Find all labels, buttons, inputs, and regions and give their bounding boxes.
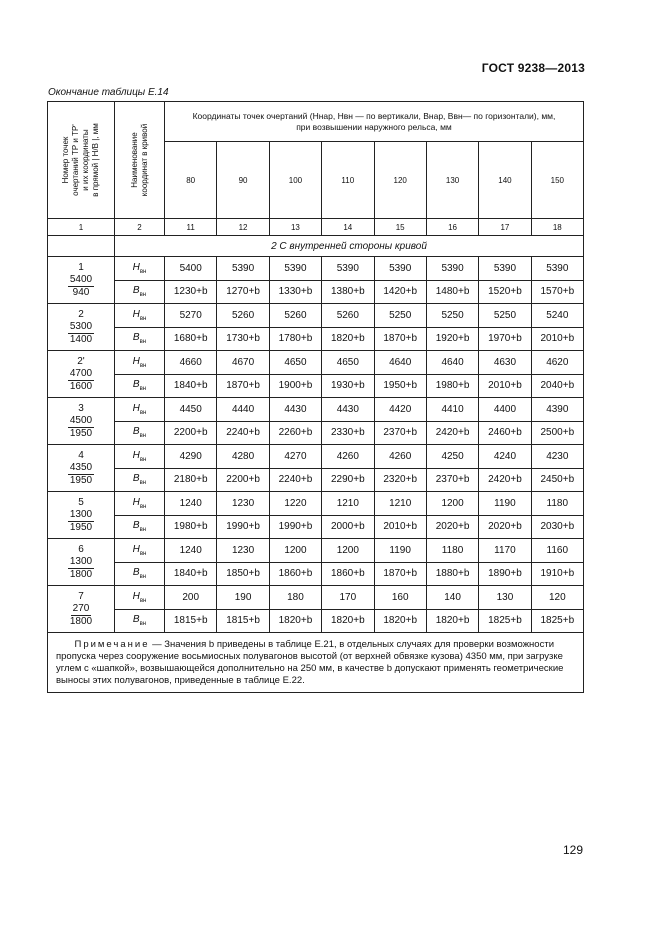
value-cell: 2240+b — [269, 468, 321, 492]
coord-subscript: вн — [139, 339, 147, 346]
value-cell: 1880+b — [426, 562, 478, 586]
head-col1-line: и их координаты — [81, 129, 90, 191]
value-cell: 1870+b — [374, 327, 426, 351]
value-cell: 4450 — [165, 398, 217, 422]
point-number: 6 — [78, 543, 84, 555]
value-cell: 1840+b — [165, 562, 217, 586]
coord-subscript: вн — [139, 362, 147, 369]
value-cell: 1180 — [531, 492, 583, 516]
value-cell: 1200 — [322, 539, 374, 563]
value-cell: 1825+b — [479, 609, 531, 633]
head-coordinates-group — [165, 102, 584, 142]
coord-symbol-b: $B_{вн}$ — [115, 374, 165, 398]
value-cell: 5250 — [479, 304, 531, 328]
column-number: 16 — [426, 219, 478, 236]
value-cell: 5260 — [322, 304, 374, 328]
value-cell: 1680+b — [165, 327, 217, 351]
value-cell: 1820+b — [322, 327, 374, 351]
value-cell: 2370+b — [374, 421, 426, 445]
value-cell: 4390 — [531, 398, 583, 422]
value-cell: 160 — [374, 586, 426, 610]
head-col2-line: координат в кривой — [139, 123, 149, 197]
value-cell: 1190 — [479, 492, 531, 516]
coord-symbol-h: $H_{вн}$ — [115, 539, 165, 563]
value-cell: 2330+b — [322, 421, 374, 445]
point-number: 3 — [78, 402, 84, 414]
point-height: 1300 — [69, 508, 93, 520]
value-cell: 4240 — [479, 445, 531, 469]
column-number: 17 — [479, 219, 531, 236]
coord-symbol-h: $H_{вн}$ — [115, 304, 165, 328]
value-cell: 5390 — [374, 257, 426, 281]
value-cell: 2370+b — [426, 468, 478, 492]
point-height: 4500 — [69, 414, 93, 426]
point-height: 270 — [72, 602, 90, 614]
point-height: 5400 — [69, 273, 93, 285]
value-cell: 2030+b — [531, 515, 583, 539]
point-width: 1800 — [69, 615, 93, 627]
value-cell: 180 — [269, 586, 321, 610]
value-cell: 1200 — [426, 492, 478, 516]
coord-subscript: вн — [139, 574, 147, 581]
point-width: 1950 — [69, 427, 93, 439]
value-cell: 2290+b — [322, 468, 374, 492]
value-cell: 2240+b — [217, 421, 269, 445]
standard-code: ГОСТ 9238—2013 — [481, 61, 585, 75]
note-lead: Примечание — [74, 639, 150, 650]
value-cell: 5250 — [374, 304, 426, 328]
point-label — [48, 539, 115, 586]
coord-symbol-b: $B_{вн}$ — [115, 327, 165, 351]
value-cell: 5240 — [531, 304, 583, 328]
point-number: 2 — [78, 308, 84, 320]
value-cell: 4430 — [269, 398, 321, 422]
value-cell: 1230 — [217, 539, 269, 563]
point-width: 940 — [72, 286, 90, 298]
value-cell: 5390 — [322, 257, 374, 281]
value-cell: 1930+b — [322, 374, 374, 398]
point-width: 1400 — [69, 333, 93, 345]
value-cell: 1160 — [531, 539, 583, 563]
coord-symbol-b: $B_{вн}$ — [115, 562, 165, 586]
coord-symbol-h: $H_{вн}$ — [115, 492, 165, 516]
value-cell: 5390 — [426, 257, 478, 281]
coord-subscript: вн — [139, 456, 147, 463]
value-cell: 1520+b — [479, 280, 531, 304]
head-col1-line: очертаний ТР и ТР' — [71, 124, 80, 196]
coord-subscript: вн — [139, 433, 147, 440]
elevation-header: 150 — [531, 142, 583, 219]
value-cell: 1240 — [165, 539, 217, 563]
value-cell: 1170 — [479, 539, 531, 563]
value-cell: 1730+b — [217, 327, 269, 351]
value-cell: 4670 — [217, 351, 269, 375]
value-cell: 1815+b — [217, 609, 269, 633]
value-cell: 140 — [426, 586, 478, 610]
value-cell: 4290 — [165, 445, 217, 469]
value-cell: 4400 — [479, 398, 531, 422]
coord-subscript: вн — [139, 527, 147, 534]
value-cell: 1980+b — [165, 515, 217, 539]
value-cell: 1910+b — [531, 562, 583, 586]
point-label — [48, 304, 115, 351]
elevation-header: 140 — [479, 142, 531, 219]
page-number: 129 — [562, 843, 583, 857]
value-cell: 1860+b — [269, 562, 321, 586]
point-height: 1300 — [69, 555, 93, 567]
value-cell: 2420+b — [479, 468, 531, 492]
coordinates-table — [47, 101, 584, 693]
column-number: 18 — [531, 219, 583, 236]
point-width: 1950 — [69, 474, 93, 486]
head-coordinate-name-column — [115, 102, 165, 219]
value-cell: 4410 — [426, 398, 478, 422]
value-cell: 4650 — [322, 351, 374, 375]
value-cell: 2450+b — [531, 468, 583, 492]
coord-symbol-b: $B_{вн}$ — [115, 280, 165, 304]
point-number: 1 — [78, 261, 84, 273]
coord-subscript: вн — [139, 268, 147, 275]
value-cell: 1240 — [165, 492, 217, 516]
value-cell: 5250 — [426, 304, 478, 328]
head-col1-line: в прямой | H/B |, мм — [91, 123, 100, 197]
note-text: — Значения b приведены в таблице Е.21, в отдельных случаях для проверки возможности пропуска через сооружение восьмиосных полувагонов высотой (от верхней обвязке кузова) 4350 мм, при загрузке углем с «шапкой», возвышающейся дополнительно на 250 мм, в качестве b допускают применять геометрические выносы этих полувагонов, приведенные в таблице Е.22. — [56, 639, 564, 686]
value-cell: 2320+b — [374, 468, 426, 492]
value-cell: 1970+b — [479, 327, 531, 351]
value-cell: 1815+b — [165, 609, 217, 633]
value-cell: 1840+b — [165, 374, 217, 398]
value-cell: 5260 — [217, 304, 269, 328]
value-cell: 4650 — [269, 351, 321, 375]
section-title: 2 С внутренней стороны кривой — [115, 236, 584, 257]
value-cell: 1820+b — [426, 609, 478, 633]
value-cell: 1850+b — [217, 562, 269, 586]
coord-subscript: вн — [139, 315, 147, 322]
coord-symbol-b: $B_{вн}$ — [115, 609, 165, 633]
column-number: 1 — [48, 219, 115, 236]
value-cell: 2460+b — [479, 421, 531, 445]
value-cell: 4640 — [426, 351, 478, 375]
coord-subscript: вн — [139, 386, 147, 393]
value-cell: 1820+b — [322, 609, 374, 633]
value-cell: 4440 — [217, 398, 269, 422]
value-cell: 2020+b — [426, 515, 478, 539]
point-number: 5 — [78, 496, 84, 508]
value-cell: 4270 — [269, 445, 321, 469]
elevation-header: 120 — [374, 142, 426, 219]
value-cell: 5390 — [479, 257, 531, 281]
value-cell: 4660 — [165, 351, 217, 375]
value-cell: 1380+b — [322, 280, 374, 304]
value-cell: 1950+b — [374, 374, 426, 398]
coord-subscript: вн — [139, 503, 147, 510]
value-cell: 120 — [531, 586, 583, 610]
value-cell: 2010+b — [531, 327, 583, 351]
coord-symbol-b: $B_{вн}$ — [115, 468, 165, 492]
section-spacer — [48, 236, 115, 257]
value-cell: 2040+b — [531, 374, 583, 398]
point-width: 1600 — [69, 380, 93, 392]
value-cell: 4260 — [374, 445, 426, 469]
value-cell: 5390 — [217, 257, 269, 281]
value-cell: 2010+b — [479, 374, 531, 398]
point-number: 2' — [77, 355, 85, 367]
column-number: 14 — [322, 219, 374, 236]
column-number: 11 — [165, 219, 217, 236]
value-cell: 4250 — [426, 445, 478, 469]
point-label — [48, 445, 115, 492]
value-cell: 170 — [322, 586, 374, 610]
head-col2-line: Наименование — [129, 132, 139, 188]
value-cell: 2010+b — [374, 515, 426, 539]
coord-symbol-h: $H_{вн}$ — [115, 398, 165, 422]
value-cell: 2180+b — [165, 468, 217, 492]
point-label — [48, 398, 115, 445]
value-cell: 1570+b — [531, 280, 583, 304]
point-height: 4700 — [69, 367, 93, 379]
value-cell: 1270+b — [217, 280, 269, 304]
point-label — [48, 351, 115, 398]
value-cell: 1200 — [269, 539, 321, 563]
value-cell: 1900+b — [269, 374, 321, 398]
value-cell: 1890+b — [479, 562, 531, 586]
value-cell: 1180 — [426, 539, 478, 563]
coord-subscript: вн — [139, 621, 147, 628]
value-cell: 130 — [479, 586, 531, 610]
elevation-header: 90 — [217, 142, 269, 219]
coord-symbol-b: $B_{вн}$ — [115, 421, 165, 445]
value-cell: 4280 — [217, 445, 269, 469]
point-label — [48, 492, 115, 539]
coord-subscript: вн — [139, 409, 147, 416]
value-cell: 4620 — [531, 351, 583, 375]
value-cell: 5400 — [165, 257, 217, 281]
table-note — [48, 633, 584, 693]
value-cell: 4630 — [479, 351, 531, 375]
coord-symbol-h: $H_{вн}$ — [115, 586, 165, 610]
coord-symbol-b: $B_{вн}$ — [115, 515, 165, 539]
value-cell: 1990+b — [269, 515, 321, 539]
value-cell: 5390 — [269, 257, 321, 281]
coord-symbol-h: $H_{вн}$ — [115, 351, 165, 375]
elevation-header: 110 — [322, 142, 374, 219]
head-points-column — [48, 102, 115, 219]
value-cell: 2200+b — [217, 468, 269, 492]
point-width: 1800 — [69, 568, 93, 580]
value-cell: 190 — [217, 586, 269, 610]
value-cell: 1820+b — [374, 609, 426, 633]
value-cell: 1860+b — [322, 562, 374, 586]
value-cell: 5270 — [165, 304, 217, 328]
value-cell: 1210 — [374, 492, 426, 516]
point-width: 1950 — [69, 521, 93, 533]
value-cell: 5390 — [531, 257, 583, 281]
point-label — [48, 257, 115, 304]
value-cell: 4430 — [322, 398, 374, 422]
point-number: 7 — [78, 590, 84, 602]
value-cell: 5260 — [269, 304, 321, 328]
value-cell: 2420+b — [426, 421, 478, 445]
value-cell: 1990+b — [217, 515, 269, 539]
value-cell: 4420 — [374, 398, 426, 422]
value-cell: 1190 — [374, 539, 426, 563]
coord-symbol-h: $H_{вн}$ — [115, 445, 165, 469]
column-number: 15 — [374, 219, 426, 236]
coord-subscript: вн — [139, 597, 147, 604]
value-cell: 1980+b — [426, 374, 478, 398]
value-cell: 2020+b — [479, 515, 531, 539]
value-cell: 1420+b — [374, 280, 426, 304]
value-cell: 1820+b — [269, 609, 321, 633]
value-cell: 200 — [165, 586, 217, 610]
point-height: 4350 — [69, 461, 93, 473]
value-cell: 1220 — [269, 492, 321, 516]
value-cell: 2200+b — [165, 421, 217, 445]
value-cell: 4260 — [322, 445, 374, 469]
value-cell: 1230+b — [165, 280, 217, 304]
table-caption: Окончание таблицы Е.14 — [48, 87, 169, 98]
value-cell: 1480+b — [426, 280, 478, 304]
coord-subscript: вн — [139, 480, 147, 487]
column-number: 13 — [269, 219, 321, 236]
value-cell: 1780+b — [269, 327, 321, 351]
column-number: 12 — [217, 219, 269, 236]
elevation-header: 100 — [269, 142, 321, 219]
point-height: 5300 — [69, 320, 93, 332]
value-cell: 1920+b — [426, 327, 478, 351]
column-number: 2 — [115, 219, 165, 236]
value-cell: 1825+b — [531, 609, 583, 633]
point-label — [48, 586, 115, 633]
value-cell: 2260+b — [269, 421, 321, 445]
head-col1-line: Номер точек — [61, 136, 70, 184]
head-group-line2: при возвышении наружного рельса, мм — [296, 121, 452, 132]
elevation-header: 130 — [426, 142, 478, 219]
value-cell: 1210 — [322, 492, 374, 516]
head-group-line1: Координаты точек очертаний (Hнар, Hвн — по вертикали, Bнар, Bвн— по горизонтали), мм, — [192, 110, 556, 121]
point-number: 4 — [78, 449, 84, 461]
value-cell: 4230 — [531, 445, 583, 469]
elevation-header: 80 — [165, 142, 217, 219]
value-cell: 2500+b — [531, 421, 583, 445]
coord-subscript: вн — [139, 550, 147, 557]
value-cell: 1330+b — [269, 280, 321, 304]
value-cell: 1870+b — [374, 562, 426, 586]
value-cell: 2000+b — [322, 515, 374, 539]
value-cell: 4640 — [374, 351, 426, 375]
value-cell: 1870+b — [217, 374, 269, 398]
coord-subscript: вн — [139, 292, 147, 299]
value-cell: 1230 — [217, 492, 269, 516]
coord-symbol-h: $H_{вн}$ — [115, 257, 165, 281]
